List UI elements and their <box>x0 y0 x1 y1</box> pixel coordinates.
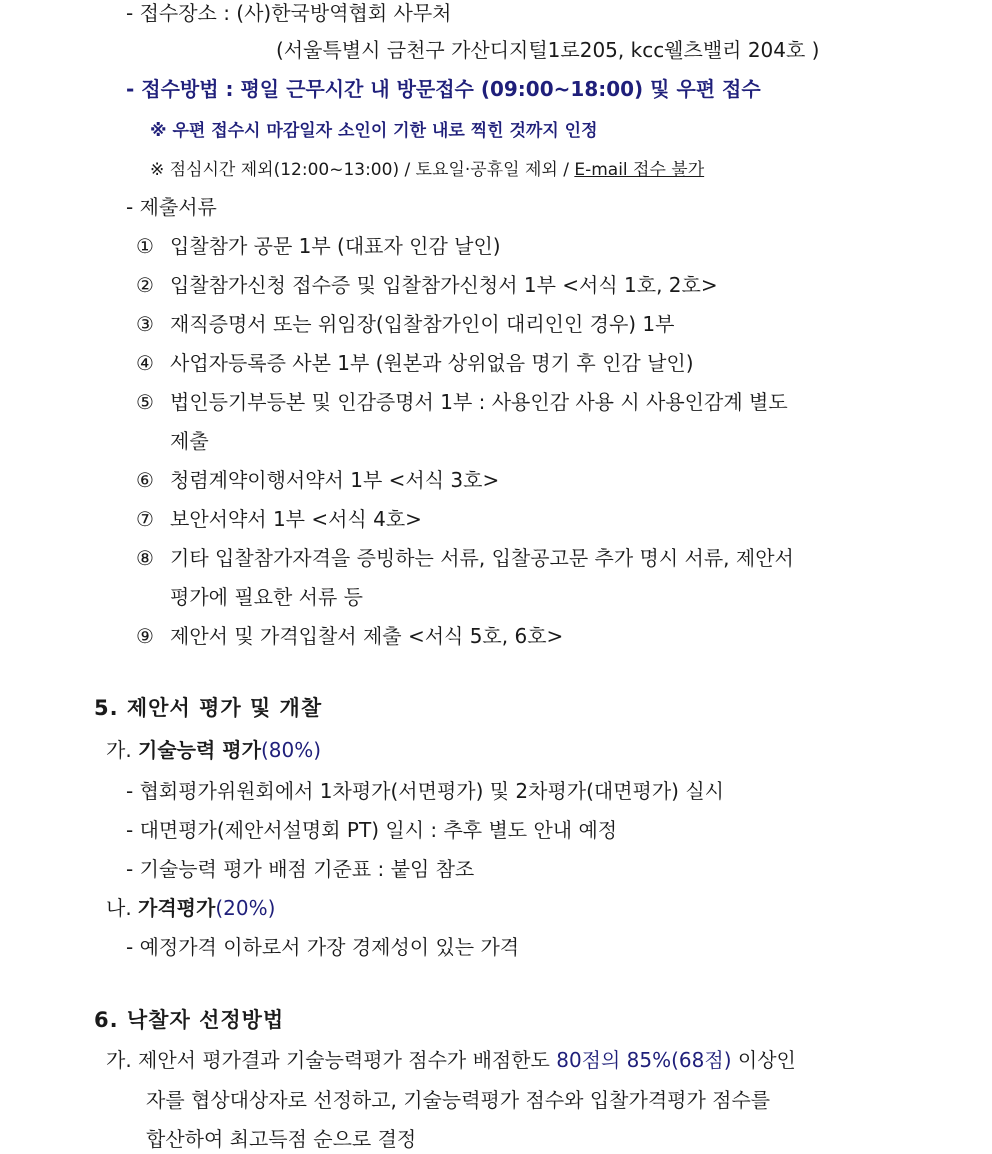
winner-method-line-2: 자를 협상대상자로 선정하고, 기술능력평가 점수와 입찰가격평가 점수를 <box>146 1088 771 1112</box>
winner-method-line-1: 가. 제안서 평가결과 기술능력평가 점수가 배점한도 80점의 85%(68점) 이상인 <box>106 1048 796 1072</box>
threshold-highlight: 80점의 85%(68점) <box>556 1048 732 1072</box>
winner-method-line-3: 합산하여 최고득점 순으로 결정 <box>146 1127 417 1151</box>
tech-eval-heading: 가. 기술능력 평가(80%) <box>106 738 321 762</box>
mail-note: ※ 우편 접수시 마감일자 소인이 기한 내로 찍힌 것까지 인정 <box>150 121 598 141</box>
doc-item-8-cont: 평가에 필요한 서류 등 <box>170 585 363 609</box>
doc-item-8: ⑧ 기타 입찰참가자격을 증빙하는 서류, 입찰공고문 추가 명시 서류, 제안서 <box>136 546 794 570</box>
doc-item-5-cont: 제출 <box>170 429 209 453</box>
price-eval-item-1: - 예정가격 이하로서 가장 경제성이 있는 가격 <box>126 935 520 959</box>
lunch-note <box>150 157 704 183</box>
doc-item-1: ① 입찰참가 공문 1부 (대표자 인감 날인) <box>136 234 501 258</box>
doc-item-3: ③ 재직증명서 또는 위임장(입찰참가인이 대리인인 경우) 1부 <box>136 312 675 336</box>
section-6-title: 6. 낙찰자 선정방법 <box>94 1008 285 1032</box>
tech-eval-item-3: - 기술능력 평가 배점 기준표 : 붙임 참조 <box>126 857 475 881</box>
submission-method: - 접수방법 : 평일 근무시간 내 방문접수 (09:00~18:00) 및 우편 접수 <box>126 77 761 101</box>
doc-item-2: ② 입찰참가신청 접수증 및 입찰참가신청서 1부 <서식 1호, 2호> <box>136 273 718 297</box>
tech-eval-item-2: - 대면평가(제안서설명회 PT) 일시 : 추후 별도 안내 예정 <box>126 818 618 842</box>
doc-item-7: ⑦ 보안서약서 1부 <서식 4호> <box>136 507 422 531</box>
price-eval-heading: 나. 가격평가(20%) <box>106 896 276 920</box>
tech-eval-item-1: - 협회평가위원회에서 1차평가(서면평가) 및 2차평가(대면평가) 실시 <box>126 779 724 803</box>
section-5-title: 5. 제안서 평가 및 개찰 <box>94 696 323 720</box>
email-not-accepted: E-mail 접수 불가 <box>574 160 705 180</box>
lunch-note-text: ※ 점심시간 제외(12:00~13:00) / 토요일·공휴일 제외 / <box>150 160 575 180</box>
doc-item-4: ④ 사업자등록증 사본 1부 (원본과 상위없음 명기 후 인감 날인) <box>136 351 694 375</box>
doc-item-5: ⑤ 법인등기부등본 및 인감증명서 1부 : 사용인감 사용 시 사용인감계 별도 <box>136 390 788 414</box>
doc-item-6: ⑥ 청렴계약이행서약서 1부 <서식 3호> <box>136 468 500 492</box>
doc-item-9: ⑨ 제안서 및 가격입찰서 제출 <서식 5호, 6호> <box>136 624 564 648</box>
submission-place: - 접수장소 : (사)한국방역협회 사무처 <box>126 1 452 25</box>
submission-address: (서울특별시 금천구 가산디지털1로205, kcc웰츠밸리 204호 ) <box>276 38 820 62</box>
documents-label: - 제출서류 <box>126 195 217 219</box>
